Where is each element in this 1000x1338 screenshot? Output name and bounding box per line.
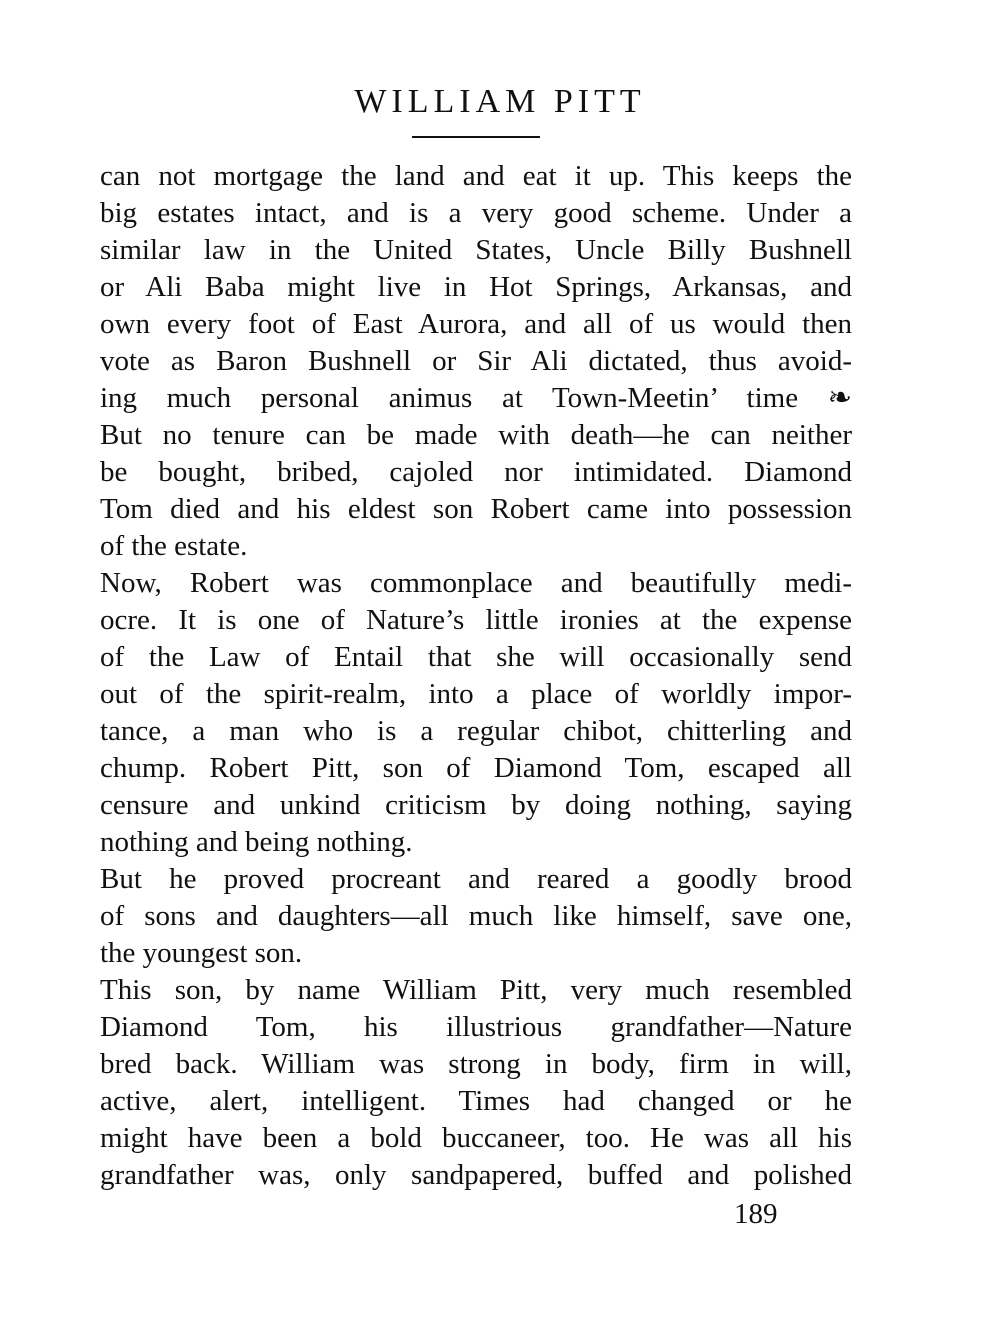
text-line: chump. Robert Pitt, son of Diamond Tom, escaped all xyxy=(100,752,852,784)
text-line: own every foot of East Aurora, and all of us would then xyxy=(100,308,852,340)
text-line: might have been a bold buccaneer, too. He was all his xyxy=(100,1122,852,1154)
text-line: nothing and being nothing. xyxy=(100,826,413,858)
text-line: This son, by name William Pitt, very much resembled xyxy=(100,974,852,1006)
title-rule xyxy=(412,136,540,138)
running-title: WILLIAM PITT xyxy=(354,83,646,120)
text-line: be bought, bribed, cajoled nor intimidated. Diamond xyxy=(100,456,852,488)
text-line: grandfather was, only sandpapered, buffed and polished xyxy=(100,1159,852,1191)
text-line: tance, a man who is a regular chibot, chitterling and xyxy=(100,715,852,747)
body-text xyxy=(100,158,852,1194)
text-line: ocre. It is one of Nature’s little ironies at the expense xyxy=(100,604,852,636)
text-line-content: ing much personal animus at Town-Meetin’ time xyxy=(100,382,799,414)
text-line: can not mortgage the land and eat it up. This keeps the xyxy=(100,160,852,192)
text-line-with-ornament xyxy=(100,380,852,417)
text-line: out of the spirit-realm, into a place of worldly impor- xyxy=(100,678,852,710)
text-line: of the Law of Entail that she will occasionally send xyxy=(100,641,852,673)
text-line: or Ali Baba might live in Hot Springs, Arkansas, and xyxy=(100,271,852,303)
text-line: the youngest son. xyxy=(100,937,303,969)
text-line: similar law in the United States, Uncle Billy Bushnell xyxy=(100,234,852,266)
text-line: active, alert, intelligent. Times had changed or he xyxy=(100,1085,852,1117)
text-line: But no tenure can be made with death—he can neither xyxy=(100,419,852,451)
text-line: But he proved procreant and reared a goodly brood xyxy=(100,863,852,895)
text-line: Tom died and his eldest son Robert came into possession xyxy=(100,493,852,525)
text-line: vote as Baron Bushnell or Sir Ali dictated, thus avoid- xyxy=(100,345,852,377)
text-line: Now, Robert was commonplace and beautifully medi- xyxy=(100,567,852,599)
text-line: bred back. William was strong in body, firm in will, xyxy=(100,1048,852,1080)
text-line: of sons and daughters—all much like himself, save one, xyxy=(100,900,852,932)
page-number: 189 xyxy=(734,1198,778,1230)
text-line: of the estate. xyxy=(100,530,248,562)
text-line: censure and unkind criticism by doing nothing, saying xyxy=(100,789,852,821)
text-line: Diamond Tom, his illustrious grandfather—Nature xyxy=(100,1011,852,1043)
text-line: big estates intact, and is a very good scheme. Under a xyxy=(100,197,852,229)
fleuron-icon: ❧ xyxy=(827,382,853,414)
